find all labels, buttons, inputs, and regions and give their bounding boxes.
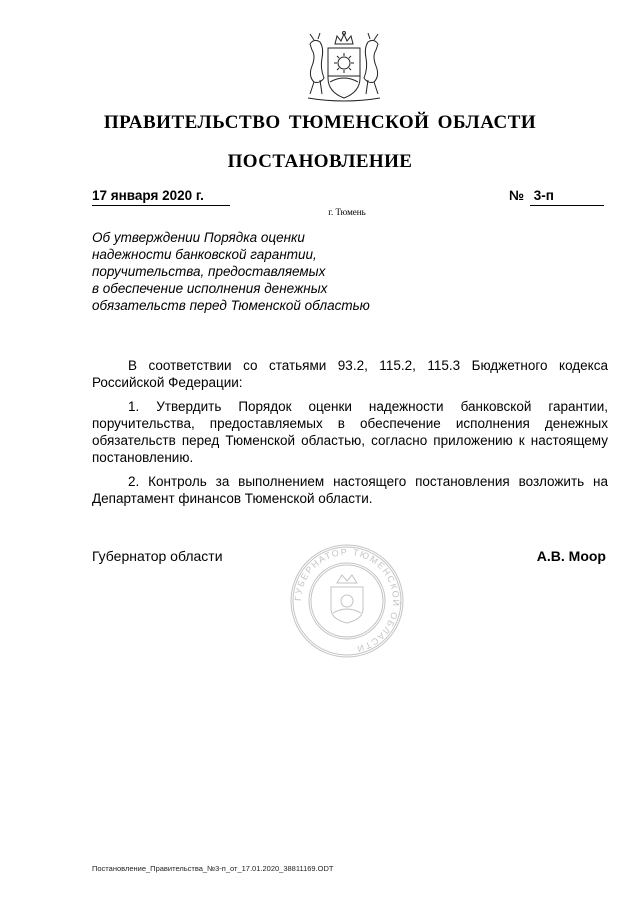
body-item-1: 1. Утвердить Порядок оценки надежности банковской гарантии, поручительства, предоставляемых в обеспечение исполнения денежных обязательств перед Тюменской областью, согласно приложению к настоящему постановлению.: [92, 399, 608, 465]
body-intro-paragraph: В соответствии со статьями 93.2, 115.2, 115.3 Бюджетного кодекса Российской Федерации:: [92, 358, 608, 390]
document-number-value: 3-п: [533, 188, 554, 203]
signer-name: А.В. Моор: [536, 548, 606, 564]
signer-position: Губернатор области: [92, 548, 223, 564]
government-title: ПРАВИТЕЛЬСТВО ТЮМЕНСКОЙ ОБЛАСТИ: [103, 112, 537, 133]
document-date: 17 января 2020 г.: [92, 187, 230, 206]
document-number-label: №: [509, 188, 525, 203]
body-item-2: 2. Контроль за выполнением настоящего постановления возложить на Департамент финансов Тюменской области.: [92, 474, 608, 506]
subject-line: поручительства, предоставляемых: [92, 264, 326, 279]
tyumen-coat-of-arms-icon: [300, 30, 388, 106]
official-seal-icon: [287, 543, 407, 659]
footer-filename: Постановление_Правительства_№3-п_от_17.01.2020_38811169.ODT: [92, 864, 334, 873]
document-subject: [92, 229, 422, 314]
seal-text: ГУБЕРНАТОР ТЮМЕНСКОЙ ОБЛАСТИ: [292, 546, 402, 655]
document-type-title: ПОСТАНОВЛЕНИЕ: [227, 151, 413, 172]
subject-line: надежности банковской гарантии,: [92, 247, 317, 262]
subject-line: обязательств перед Тюменской областью: [92, 298, 370, 313]
document-body: [92, 357, 608, 514]
subject-line: в обеспечение исполнения денежных: [92, 281, 328, 296]
document-number: [530, 187, 604, 206]
subject-line: Об утверждении Порядка оценки: [92, 230, 305, 245]
document-city: г. Тюмень: [328, 207, 366, 217]
